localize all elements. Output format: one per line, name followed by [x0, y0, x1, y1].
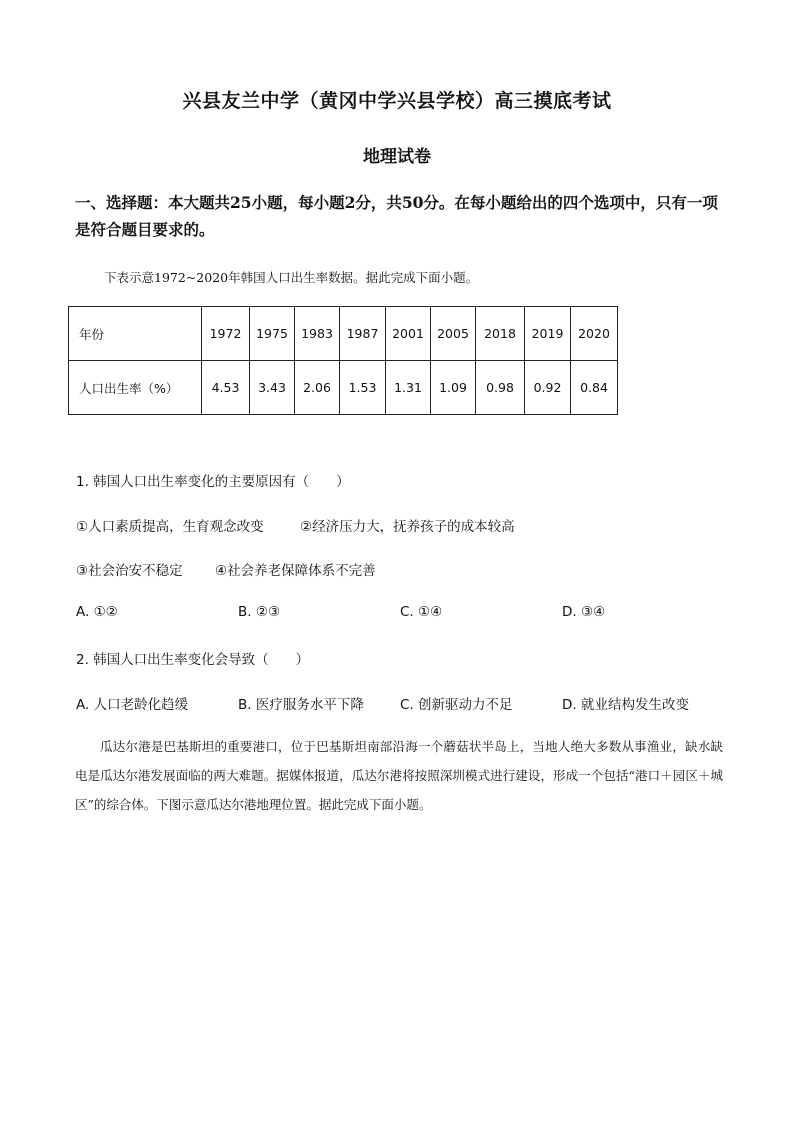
exam-title: 兴县友兰中学（黄冈中学兴县学校）高三摸底考试: [182, 90, 612, 112]
year-cell: 2020: [571, 307, 618, 361]
question-1-stem: 1. 韩国人口出生率变化的主要原因有（ ）: [76, 474, 350, 490]
table-intro: 下表示意1972~2020年韩国人口出生率数据。据此完成下面小题。: [104, 270, 479, 285]
q1-statement-2: ②经济压力大，抚养孩子的成本较高: [300, 519, 515, 535]
row-header-rate: 人口出生率（%）: [69, 361, 202, 415]
q2-option-b[interactable]: B. 医疗服务水平下降: [238, 697, 364, 713]
rate-cell: 0.98: [476, 361, 525, 415]
year-cell: 1983: [295, 307, 340, 361]
rate-cell: 4.53: [202, 361, 250, 415]
q1-option-c[interactable]: C. ①④: [400, 604, 443, 620]
rate-cell: 1.53: [340, 361, 386, 415]
q1-statement-3: ③社会治安不稳定: [76, 563, 183, 579]
q1-option-b[interactable]: B. ②③: [238, 604, 281, 620]
q1-option-d[interactable]: D. ③④: [562, 604, 606, 620]
section-header: 一、选择题：本大题共25小题，每小题2分，共50分。在每小题给出的四个选项中，只有一项是符合题目要求的。: [75, 193, 718, 239]
reading-passage: 瓜达尔港是巴基斯坦的重要港口，位于巴基斯坦南部沿海一个蘑菇状半岛上，当地人绝大多数从事渔业，缺水缺电是瓜达尔港发展面临的两大难题。据媒体报道，瓜达尔港将按照深圳模式进行建设，形成一个包括“港口＋园区＋城区”的综合体。下图示意瓜达尔港地理位置。据此完成下面小题。: [75, 739, 723, 812]
q2-option-a[interactable]: A. 人口老龄化趋缓: [76, 697, 189, 713]
q1-statement-4: ④社会养老保障体系不完善: [215, 563, 376, 579]
question-2-stem: 2. 韩国人口出生率变化会导致（ ）: [76, 652, 310, 668]
table-row-rates: [69, 361, 618, 415]
year-cell: 2018: [476, 307, 525, 361]
exam-subtitle: 地理试卷: [363, 147, 431, 167]
table-row-years: [69, 307, 618, 361]
rate-cell: 3.43: [250, 361, 295, 415]
rate-cell: 0.84: [571, 361, 618, 415]
year-cell: 2019: [525, 307, 571, 361]
row-header-year: 年份: [69, 307, 202, 361]
year-cell: 1987: [340, 307, 386, 361]
q1-statement-1: ①人口素质提高，生育观念改变: [76, 519, 264, 535]
rate-cell: 2.06: [295, 361, 340, 415]
year-cell: 1972: [202, 307, 250, 361]
birth-rate-table: [68, 306, 618, 415]
q2-option-c[interactable]: C. 创新驱动力不足: [400, 697, 513, 713]
rate-cell: 0.92: [525, 361, 571, 415]
year-cell: 2001: [386, 307, 431, 361]
year-cell: 2005: [431, 307, 476, 361]
q1-option-a[interactable]: A. ①②: [76, 604, 118, 620]
year-cell: 1975: [250, 307, 295, 361]
rate-cell: 1.31: [386, 361, 431, 415]
rate-cell: 1.09: [431, 361, 476, 415]
q2-option-d[interactable]: D. 就业结构发生改变: [562, 697, 689, 713]
